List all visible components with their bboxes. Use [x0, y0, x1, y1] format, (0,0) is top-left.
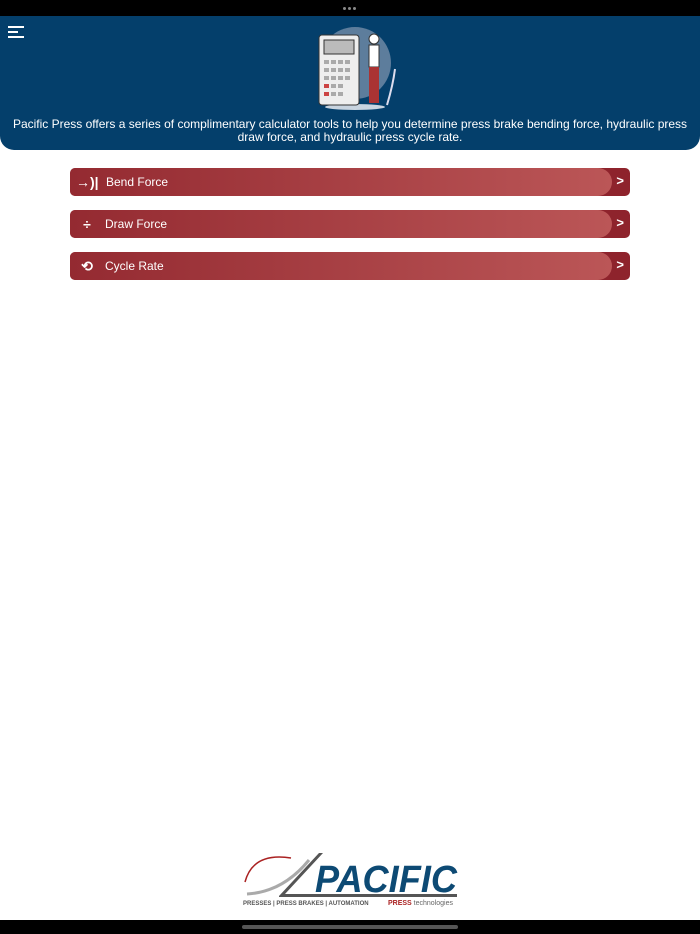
multitasking-dots[interactable] — [343, 7, 356, 10]
cycle-rate-button[interactable] — [70, 252, 630, 280]
pacific-press-logo — [243, 852, 458, 908]
hamburger-menu-icon[interactable] — [8, 26, 24, 40]
button-label: Bend Force — [106, 175, 169, 189]
chevron-right-icon: > — [616, 257, 624, 272]
cycle-rate-icon: ⟲ — [81, 258, 93, 274]
status-bar — [0, 0, 700, 17]
draw-force-icon: ÷ — [83, 216, 91, 232]
button-label: Draw Force — [105, 217, 168, 231]
calculator-illustration — [315, 25, 405, 111]
header — [0, 16, 700, 150]
home-indicator[interactable] — [242, 925, 458, 929]
chevron-right-icon: > — [616, 173, 624, 188]
svg-text:PRESS technologies: PRESS technologies — [388, 900, 453, 907]
svg-text:PACIFIC: PACIFIC — [315, 859, 458, 901]
button-label: Cycle Rate — [105, 259, 164, 273]
bend-force-icon: →)| — [76, 174, 99, 190]
bend-force-button[interactable] — [70, 168, 630, 196]
chevron-right-icon: > — [616, 215, 624, 230]
draw-force-button[interactable] — [70, 210, 630, 238]
intro-text: Pacific Press offers a series of complimentary calculator tools to help you determine press brake bending force, hydraulic press draw force, and hydraulic press cycle rate. — [12, 117, 688, 144]
svg-text:PRESSES | PRESS BRAKES | AUTOM: PRESSES | PRESS BRAKES | AUTOMATION — [243, 901, 369, 907]
